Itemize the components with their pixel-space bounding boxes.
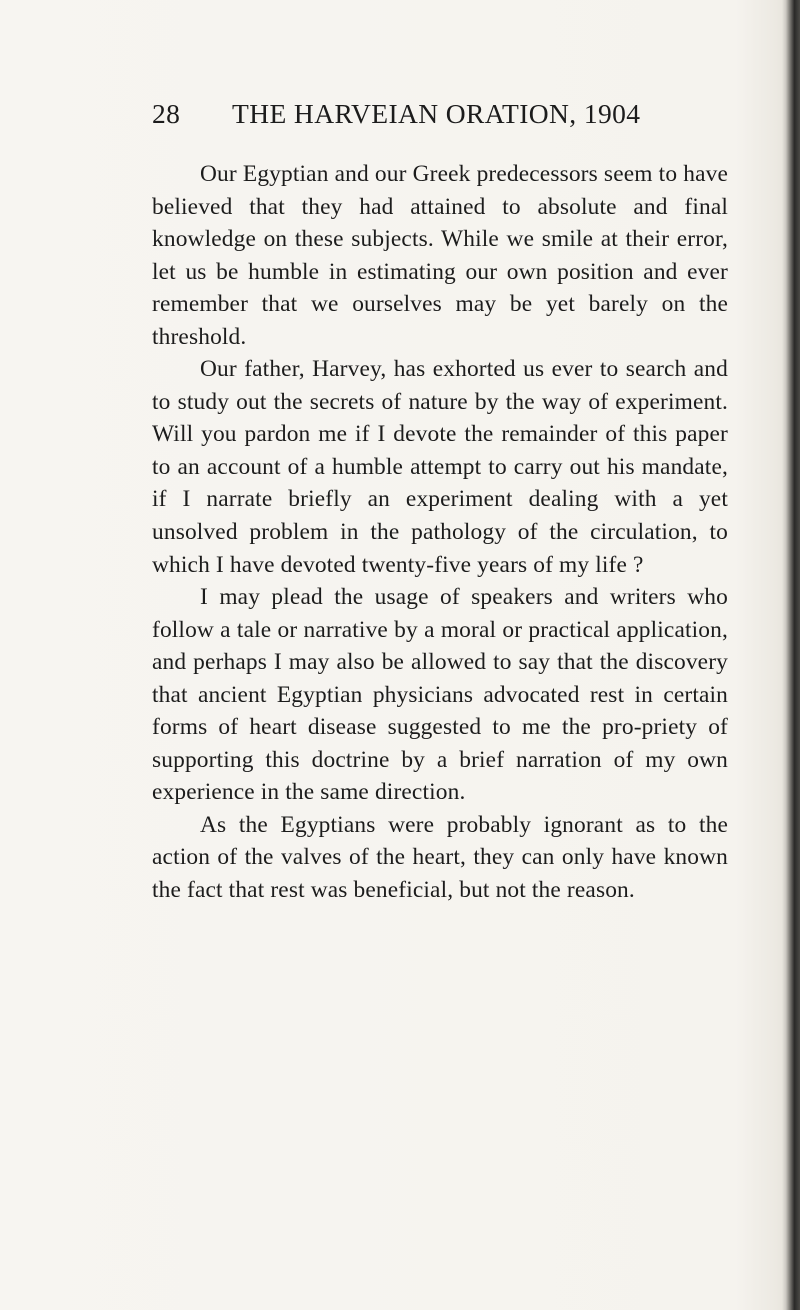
body-text [152, 158, 728, 907]
running-title: THE HARVEIAN ORATION, 1904 [232, 98, 641, 129]
paragraph-4: As the Egyptians were probably ignorant as to the action of the valves of the heart, they can only have known the fact that rest was beneficial, but not the reason. [152, 811, 728, 904]
paragraph-3: I may plead the usage of speakers and writers who follow a tale or narrative by a moral or practical application, and perhaps I may also be allowed to say that the discovery that ancient Egyptian physicians advocated rest in certain forms of heart disease suggested to me the pro-priety of supporting this doctrine by a brief narration of my own experience in the same direction. [152, 584, 728, 806]
paragraph-2: Our father, Harvey, has exhorted us ever to search and to study out the secrets of nature by the way of experiment. Will you pardon me if I devote the remainder of this paper to an account of a humble attempt to carry out his mandate, if I narrate briefly an experiment dealing with a yet unsolved problem in the pathology of the circulation, to which I have devoted twenty-five years of my life ? [152, 356, 728, 578]
page-edge-shadow [786, 0, 800, 1310]
page-number: 28 [152, 98, 181, 129]
paragraph-1: Our Egyptian and our Greek predecessors seem to have believed that they had attained to absolute and final knowledge on these subjects. While we smile at their error, let us be humble in estimating our own position and ever remember that we ourselves may be yet barely on the threshold. [152, 161, 728, 350]
page-header [152, 98, 752, 134]
